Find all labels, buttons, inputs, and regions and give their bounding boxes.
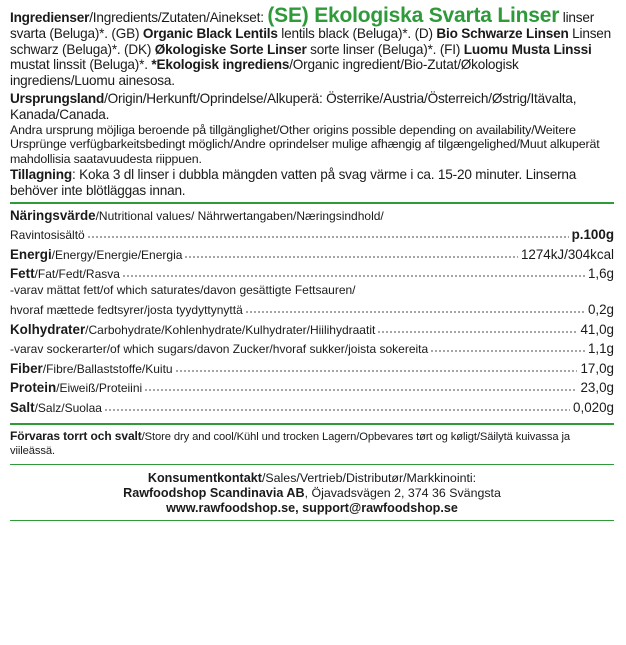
nutrition-row-label [10, 342, 428, 356]
nutrition-row [10, 242, 614, 262]
nutrient-name: Salt [10, 399, 35, 415]
origin-note: Andra ursprung möjliga beroende på tillgänglighet/Other origins possible depending on availability/Weitere Ursprünge verfügbarkeitsbedingt möglich/Andre oprindelser mulige afhængig af tilgængelighed/Muut alkuperät mahdollisia saatavuudesta riippuen. [10, 122, 600, 166]
nutrient-translations: /Fat/Fedt/Rasva [34, 267, 120, 282]
divider [10, 520, 614, 521]
nutrient-translations: /Fibre/Ballaststoffe/Kuitu [42, 361, 173, 376]
contact-label: Konsumentkontakt [147, 470, 262, 485]
nutrition-row-label [10, 247, 182, 262]
nutrition-row-label [10, 283, 356, 297]
leader-dots [175, 370, 578, 372]
website-link[interactable]: www.rawfoodshop.se [166, 500, 296, 515]
leader-dots [184, 256, 518, 258]
storage-label: Förvaras torrt och svalt [10, 428, 142, 443]
email-link[interactable]: support@rawfoodshop.se [302, 500, 458, 515]
ingredients-text-fi: mustat linssit (Beluga)*. [10, 57, 152, 73]
product-name-d: Bio Schwarze Linsen [436, 26, 569, 41]
leader-dots [377, 331, 577, 333]
nutrient-value: 41,0g [580, 321, 614, 337]
nutrient-value: 0,2g [587, 301, 614, 317]
nutrient-value: 17,0g [580, 360, 614, 376]
nutrition-row [10, 297, 614, 317]
ingredients-text-d: Linsen schwarz (Beluga)*. (DK) [10, 26, 612, 57]
nutrient-value: 1,1g [587, 341, 614, 357]
nutrition-row [10, 356, 614, 376]
leader-dots [430, 350, 585, 352]
nutrition-row [10, 317, 614, 337]
nutrition-table [10, 207, 614, 415]
contact-section [10, 471, 614, 516]
nutrient-name: Kolhydrater [10, 321, 86, 337]
nutrient-translations: /Salz/Suolaa [34, 400, 102, 415]
product-label [10, 6, 614, 524]
preparation-text: : Koka 3 dl linser i dubbla mängden vatten på svag värme i ca. 15-20 minuter. Linserna behöver inte blötläggas innan. [10, 167, 577, 198]
contact-separator: , [295, 500, 303, 515]
nutrition-title-translations: /Nutritional values/ Nährwertangaben/Næringsindhold/ [95, 208, 384, 223]
product-name-gb: Organic Black Lentils [142, 26, 278, 41]
ingredients-section [10, 6, 614, 88]
nutrient-translations: /Eiweiß/Proteiini [56, 381, 143, 396]
nutrient-name: Energi [10, 246, 52, 262]
leader-dots [104, 409, 570, 411]
storage-section [10, 429, 614, 458]
nutrition-title-label: Näringsvärde [10, 207, 96, 223]
organic-label: *Ekologisk ingrediens [151, 57, 290, 73]
leader-dots [122, 275, 585, 277]
nutrient-translations: hvoraf mættede fedtsyrer/josta tyydyttynyttä [10, 302, 243, 317]
divider [10, 464, 614, 465]
nutrition-title-line2: Ravintosisältö [10, 228, 85, 243]
nutrient-translations: -varav sockerarter/of which sugars/davon Zucker/hvoraf sukker/joista sokereita [10, 342, 429, 357]
ingredients-text-dk: sorte linser (Beluga)*. (FI) [306, 41, 464, 57]
nutrient-translations: -varav mättat fett/of which saturates/davon gesättigte Fettsauren/ [10, 283, 356, 298]
nutrition-row [10, 376, 614, 396]
divider [10, 202, 614, 204]
nutrient-value: 0,020g [573, 399, 614, 415]
nutrient-name: Fiber [10, 360, 43, 376]
origin-section [10, 91, 614, 122]
origin-text: /Origin/Herkunft/Oprindelse/Alkuperä: Österrike/Austria/Österreich/Østrig/Itävalta, Kanada/Canada. [10, 91, 577, 122]
nutrition-row [10, 337, 614, 357]
product-name-dk: Økologiske Sorte Linser [154, 41, 307, 57]
nutrition-header-row [10, 223, 614, 243]
nutrition-row [10, 281, 614, 297]
leader-dots [87, 236, 569, 238]
nutrition-row-label [10, 322, 375, 337]
nutrition-row-label [10, 266, 120, 281]
nutrition-row-label [10, 303, 243, 317]
ingredients-label-translations: /Ingredients/Zutaten/Ainekset: [89, 10, 268, 25]
leader-dots [245, 311, 585, 313]
nutrient-translations: /Energy/Energie/Energia [51, 247, 183, 262]
ingredients-text-se: linser svarta (Beluga)*. (GB) [10, 10, 595, 41]
nutrition-row [10, 395, 614, 415]
nutrient-value: 23,0g [580, 380, 614, 396]
nutrition-row-label [10, 361, 173, 376]
nutrition-row [10, 262, 614, 282]
nutrition-row-label [10, 380, 142, 395]
storage-text: /Store dry and cool/Kühl und trocken Lagern/Opbevares tørt og køligt/Säilytä kuivassa ja viileässä. [10, 430, 571, 457]
nutrient-name: Protein [10, 380, 57, 396]
nutrition-row-label [10, 400, 102, 415]
product-name-fi: Luomu Musta Linssi [463, 41, 592, 57]
nutrition-title [10, 207, 614, 223]
ingredients-label: Ingredienser [10, 10, 90, 25]
product-name-se: (SE) Ekologiska Svarta Linser [267, 4, 560, 27]
preparation-section [10, 167, 614, 198]
nutrition-per: p.100g [571, 227, 614, 243]
divider [10, 423, 614, 425]
preparation-label: Tillagning [10, 167, 72, 183]
nutrient-translations: /Carbohydrate/Kohlenhydrate/Kulhydrater/Hiilihydraatit [85, 322, 376, 337]
company-address: , Öjavadsvägen 2, 374 36 Svängsta [304, 485, 501, 500]
nutrient-name: Fett [10, 266, 35, 282]
leader-dots [144, 389, 577, 391]
contact-label-translations: /Sales/Vertrieb/Distributør/Markkinointi: [261, 470, 477, 485]
origin-label: Ursprungsland [10, 91, 105, 107]
company-name: Rawfoodshop Scandinavia AB [123, 485, 305, 500]
nutrient-value: 1,6g [587, 266, 614, 282]
ingredients-text-gb: lentils black (Beluga)*. (D) [277, 26, 437, 41]
nutrient-value: 1274kJ/304kcal [520, 246, 614, 262]
organic-translations: /Organic ingredient/Bio-Zutat/Økologisk ingrediens/Luomu ainesosa. [10, 57, 519, 88]
